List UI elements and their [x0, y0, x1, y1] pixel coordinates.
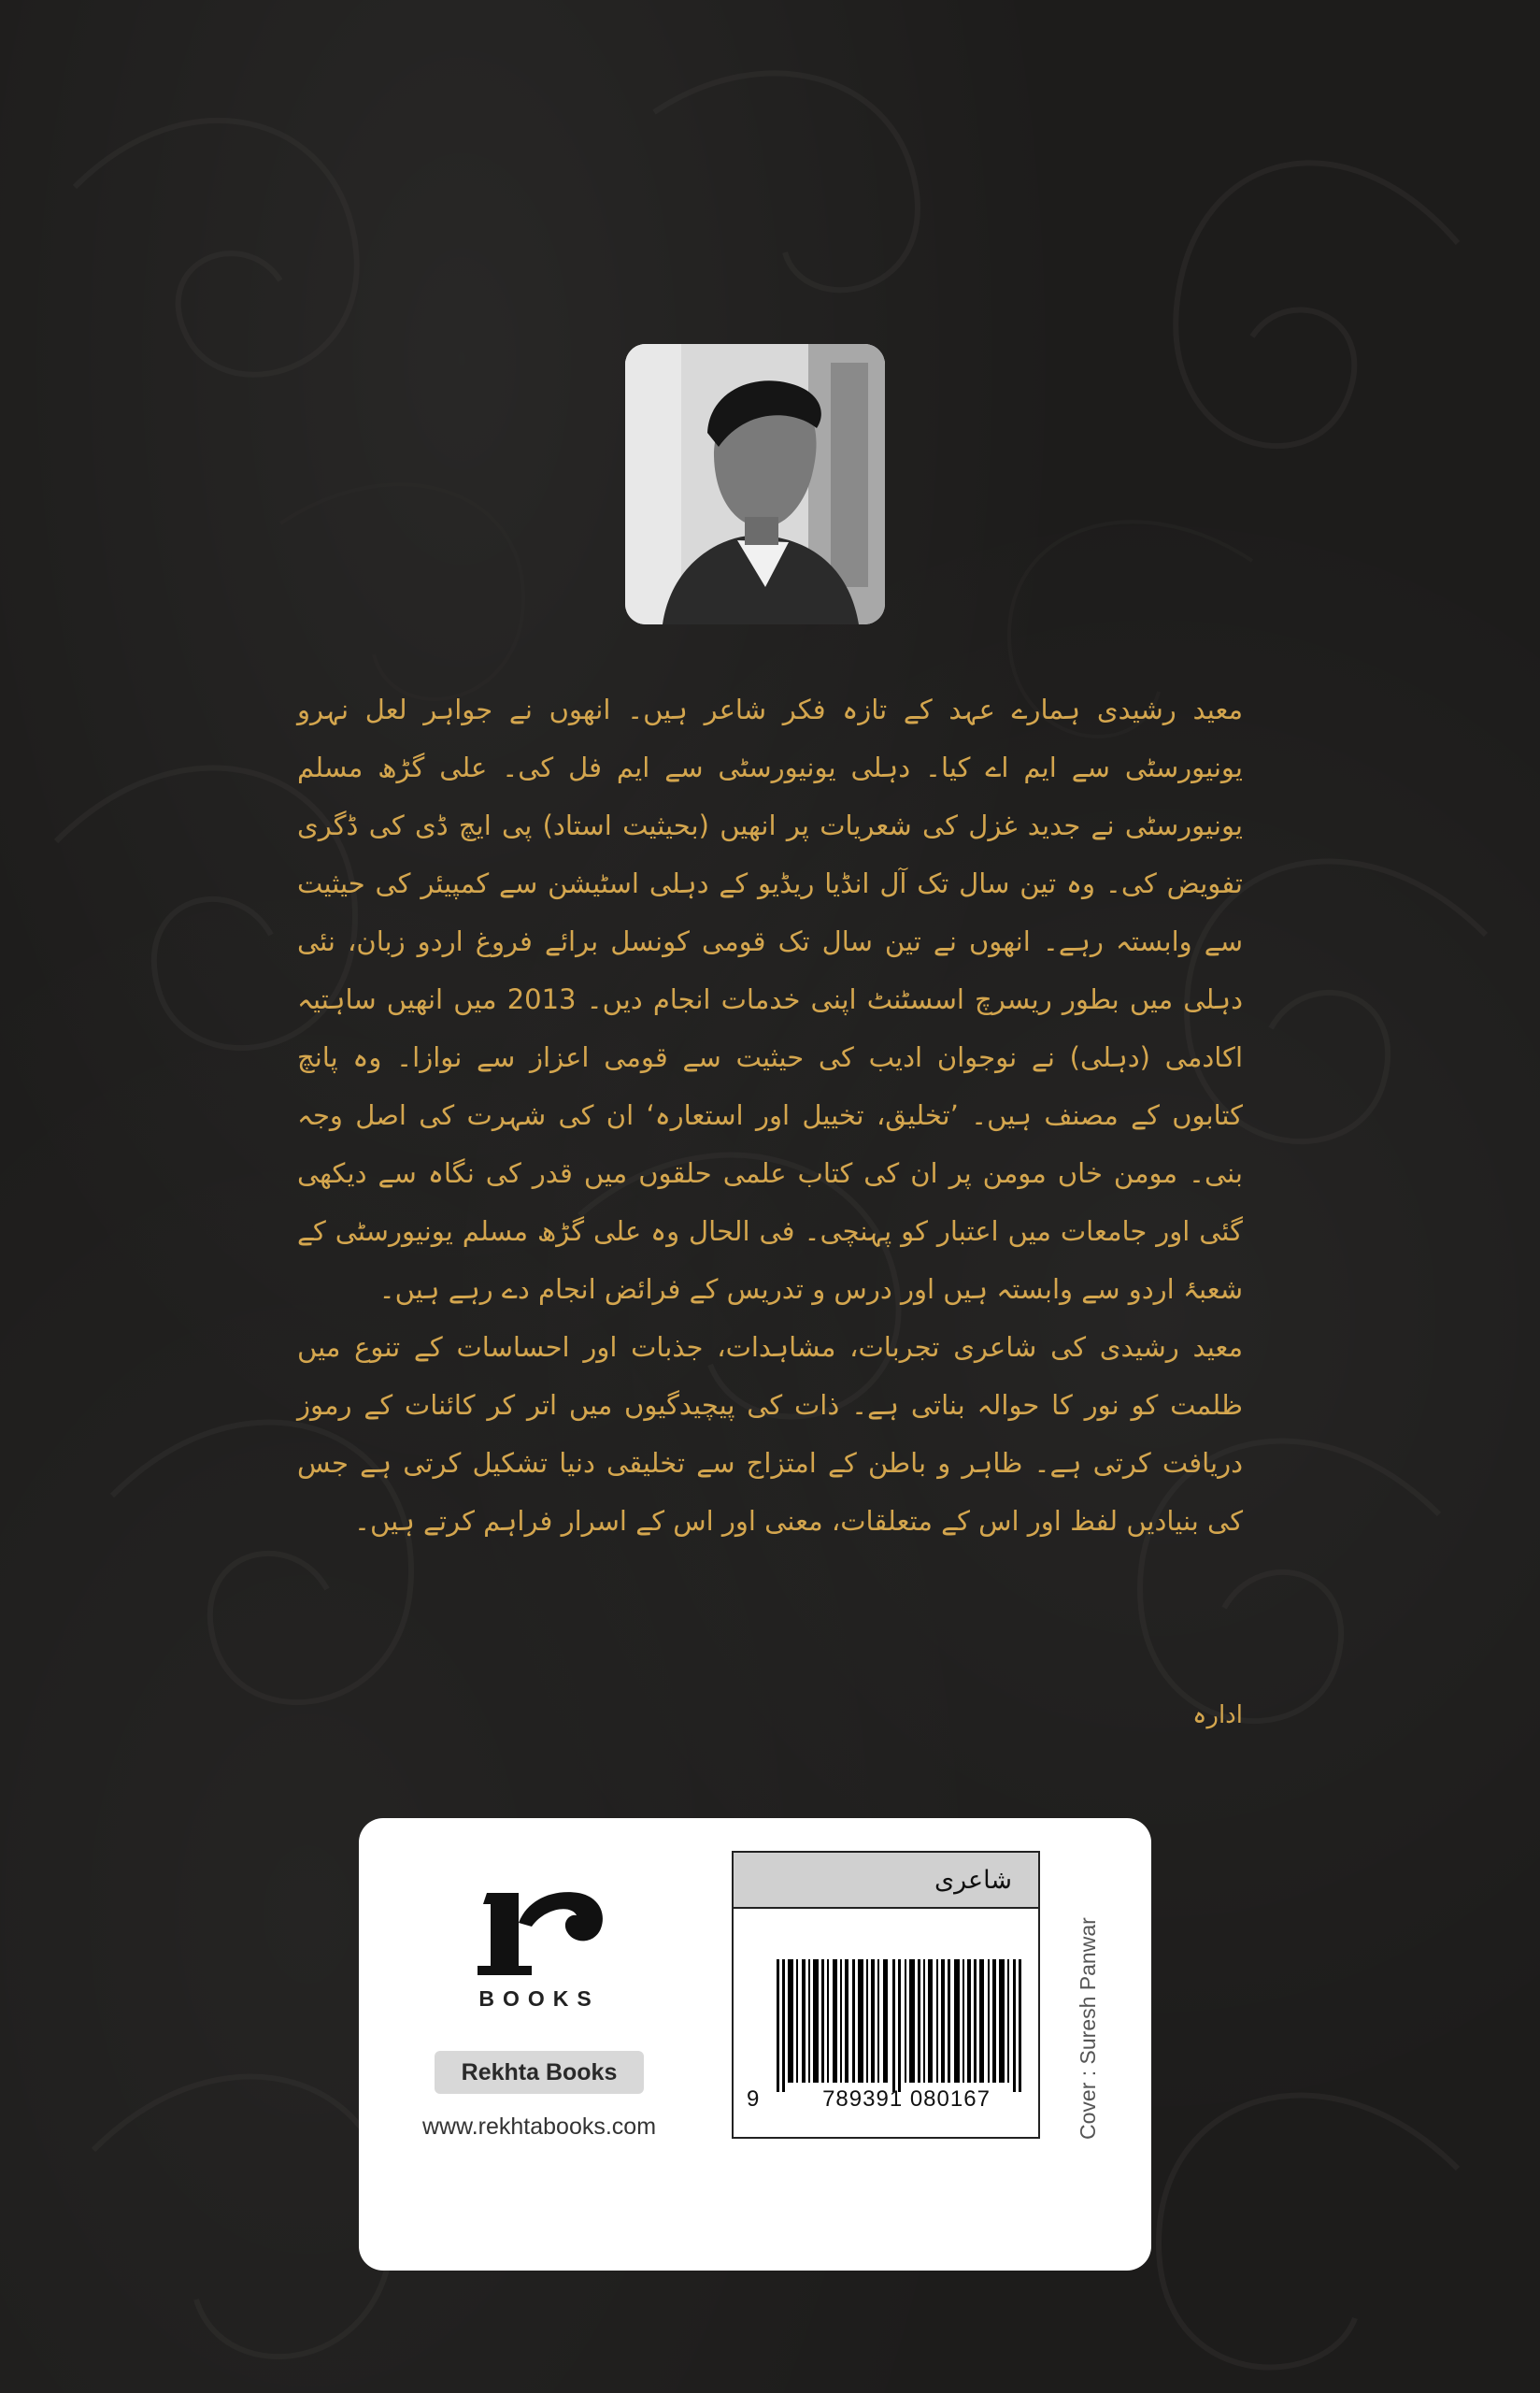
publisher-signature: ادارہ — [1192, 1701, 1243, 1729]
bio-paragraph-1: معید رشیدی ہمارے عہد کے تازہ فکر شاعر ہیں۔ انھوں نے جواہر لعل نہرو یونیورسٹی سے ایم اے کیا۔ دہلی یونیورسٹی سے ایم فل کی۔ علی گڑھ مسلم یونیورسٹی نے جدید غزل کی شعریات پر انھیں (بحیثیت استاد) پی ایچ ڈی کی ڈگری تفویض کی۔ وہ تین سال تک آل انڈیا ریڈیو کے دہلی اسٹیشن سے کمپیئر کی حیثیت سے وابستہ رہے۔ انھوں نے تین سال تک قومی کونسل برائے فروغ اردو زبان، نئی دہلی میں بطور ریسرچ اسسٹنٹ اپنی خدمات انجام دیں۔ 2013 میں انھیں ساہتیہ اکادمی (دہلی) نے نوجوان ادیب کی حیثیت سے قومی اعزاز سے نوازا۔ وہ پانچ کتابوں کے مصنف ہیں۔ ’تخلیق، تخییل اور استعارہ‘ ان کی شہرت کی اصل وجہ بنی۔ مومن خاں مومن پر ان کی کتاب علمی حلقوں میں قدر کی نگاہ سے دیکھی گئی اور جامعات میں اعتبار کو پہنچی۔ فی الحال وہ علی گڑھ مسلم یونیورسٹی کے شعبۂ اردو سے وابستہ ہیں اور درس و تدریس کے فرائض انجام دے رہے ہیں۔ — [297, 694, 1243, 1305]
author-bio — [297, 681, 1243, 1550]
books-label: BOOKS — [478, 1986, 600, 2011]
cover-designer-credit: Cover : Suresh Panwar — [1076, 1917, 1100, 2140]
publisher-website: www.rekhtabooks.com — [421, 2114, 657, 2140]
isbn-barcode — [777, 1959, 1021, 2092]
genre-label: شاعری — [734, 1853, 1038, 1909]
isbn-number: 789391 080167 — [822, 2086, 991, 2112]
bio-paragraph-2: معید رشیدی کی شاعری تجربات، مشاہدات، جذبات اور احساسات کے تنوع میں ظلمت کو نور کا حوالہ بناتی ہے۔ ذات کی پیچیدگیوں میں اتر کر کائنات کے رموز دریافت کرتی ہے۔ ظاہر و باطن کے امتزاج سے تخلیقی دنیا تشکیل کرتی ہے جس کی بنیادیں لفظ اور اس کے متعلقات، معنی اور اس کے اسرار فراہم کرتے ہیں۔ — [297, 1331, 1243, 1537]
publisher-info-panel — [359, 1818, 1151, 2271]
publisher-name-badge: Rekhta Books — [435, 2051, 644, 2094]
rekhta-books-logo-icon — [470, 1885, 608, 1977]
author-portrait — [625, 344, 885, 624]
isbn-lead-digit: 9 — [747, 2086, 760, 2112]
barcode-box — [732, 1851, 1040, 2139]
